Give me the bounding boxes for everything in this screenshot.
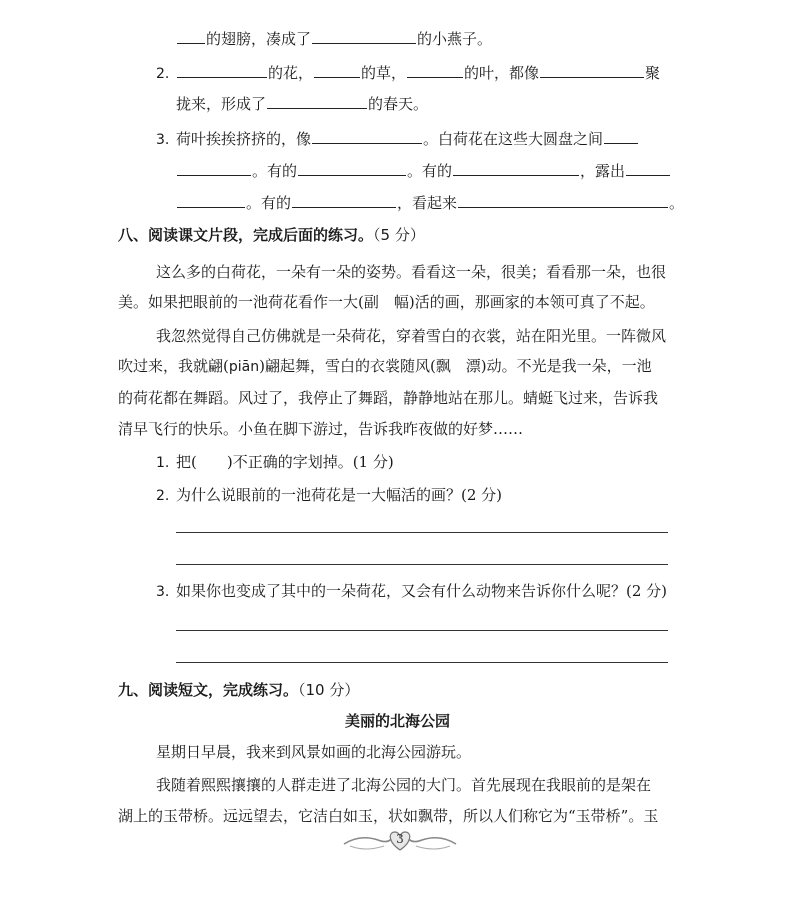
score-label: （5 分）	[373, 226, 425, 244]
blank	[177, 160, 251, 176]
page-number: 3	[396, 832, 404, 846]
blank	[177, 62, 267, 78]
blank	[267, 93, 367, 109]
blank	[604, 128, 638, 144]
answer-line[interactable]	[176, 564, 668, 565]
fill-line-1	[176, 28, 492, 49]
text-segment: 的小燕子。	[417, 30, 493, 48]
text-segment: 荷叶挨挨挤挤的，像	[176, 130, 312, 148]
passage-line: 我随着熙熙攘攘的人群走进了北海公园的大门。首先展现在我眼前的是架在	[156, 776, 652, 794]
passage-line: 美。如果把眼前的一池荷花看作一大(副 幅)活的画，那画家的本领可真了不起。	[118, 293, 655, 311]
blank	[540, 62, 644, 78]
text-segment: 。有的	[252, 162, 298, 180]
text-segment: )翩起舞，雪白的衣裳随风(飘 漂)动。不光是我一朵，一池	[259, 357, 652, 375]
question-number: 2.	[156, 488, 170, 504]
fill-question-3-line-2	[176, 160, 671, 181]
text-segment: 的翅膀，凑成了	[206, 30, 312, 48]
text-segment: 的叶，都像	[464, 64, 540, 82]
passage-line-with-pinyin	[118, 356, 652, 377]
question-2	[156, 485, 502, 506]
question-number: 3.	[156, 584, 170, 600]
fill-question-2-line-2	[176, 93, 428, 114]
blank	[453, 160, 579, 176]
text-segment: 拢来，形成了	[176, 95, 267, 113]
passage-line: 我忽然觉得自己仿佛就是一朵荷花，穿着雪白的衣裳，站在阳光里。一阵微风	[156, 327, 667, 345]
blank	[626, 160, 670, 176]
answer-line[interactable]	[176, 630, 668, 631]
passage-line: 清早飞行的快乐。小鱼在脚下游过，告诉我昨夜做的好梦……	[118, 420, 524, 438]
heading-text: 九、阅读短文，完成练习。	[118, 681, 299, 699]
blank	[312, 128, 422, 144]
question-1	[156, 452, 394, 473]
passage-line: 湖上的玉带桥。远远望去，它洁白如玉，状如飘带，所以人们称它为“玉带桥”。玉	[118, 807, 659, 825]
passage-line: 星期日早晨，我来到风景如画的北海公园游玩。	[156, 743, 472, 761]
text-segment: 的春天。	[368, 95, 429, 113]
question-number: 2.	[156, 66, 170, 82]
text-segment: 聚	[645, 64, 661, 82]
passage-line: 的荷花都在舞蹈。风过了，我停止了舞蹈，静静地站在那儿。蜻蜓飞过来，告诉我	[118, 389, 659, 407]
pinyin: piān	[228, 359, 260, 375]
blank	[312, 28, 416, 44]
answer-line[interactable]	[176, 532, 668, 533]
blank	[177, 192, 245, 208]
text-segment: ，露出	[580, 162, 626, 180]
text-segment: 。白荷花在这些大圆盘之间	[423, 130, 604, 148]
page-footer-ornament	[340, 826, 460, 856]
answer-line[interactable]	[176, 662, 668, 663]
blank	[292, 192, 396, 208]
article-title: 美丽的北海公园	[345, 712, 451, 730]
passage-line: 这么多的白荷花，一朵有一朵的姿势。看看这一朵，很美；看看那一朵，也很	[156, 263, 667, 281]
blank	[407, 62, 463, 78]
question-text: 为什么说眼前的一池荷花是一大幅活的画？(2 分)	[176, 486, 503, 504]
section-8-heading	[118, 225, 425, 245]
text-segment: ，看起来	[397, 194, 458, 212]
question-3	[156, 581, 667, 602]
question-number: 3.	[156, 132, 170, 148]
fill-question-3-line-1	[156, 128, 639, 150]
blank	[314, 62, 360, 78]
text-segment: 吹过来，我就翩(	[118, 357, 229, 375]
question-text: 把( )不正确的字划掉。(1 分)	[176, 453, 394, 471]
question-text: 如果你也变成了其中的一朵荷花，又会有什么动物来告诉你什么呢？(2 分)	[176, 582, 668, 600]
text-segment: 。有的	[407, 162, 453, 180]
blank	[177, 28, 205, 44]
section-9-heading	[118, 680, 359, 700]
text-segment: 的草，	[361, 64, 407, 82]
score-label: （10 分）	[298, 681, 360, 699]
text-segment: 的花，	[268, 64, 314, 82]
fill-question-2-line-1	[156, 62, 660, 84]
heading-text: 八、阅读课文片段，完成后面的练习。	[118, 226, 374, 244]
blank	[298, 160, 406, 176]
blank	[458, 192, 668, 208]
question-number: 1.	[156, 455, 170, 471]
text-segment: 。有的	[246, 194, 292, 212]
fill-question-3-line-3	[176, 192, 684, 213]
text-segment: 。	[669, 194, 685, 212]
